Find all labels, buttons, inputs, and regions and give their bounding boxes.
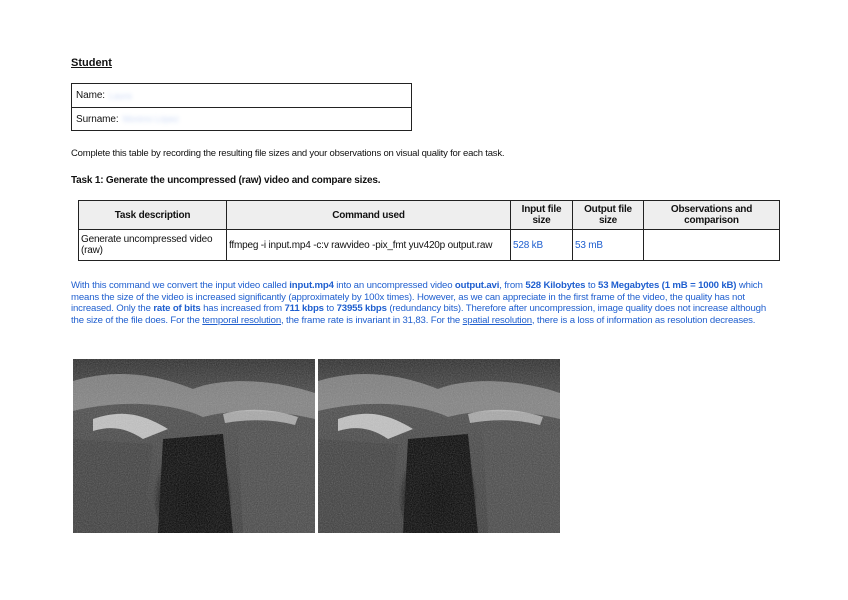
ultrasound-frame-input [73,359,315,533]
cell-input-size: 528 kB [511,230,573,261]
table-row [79,230,780,261]
para-bold-output-size: 53 Megabytes (1 mB = 1000 kB) [598,280,737,291]
student-info-box [71,83,412,131]
para-text: , from [499,280,526,291]
cell-observations [644,230,780,261]
table-header-row [79,201,780,230]
para-text: has increased from [200,303,285,315]
para-bold-input-file: input.mp4 [289,280,334,291]
surname-value: Moreno López [122,114,179,124]
para-bold-output-file: output.avi [454,280,500,291]
student-title: Student [71,57,112,69]
para-bold-rate-of-bits: rate of bits [153,303,201,315]
header-command-used: Command used [227,201,511,230]
para-text: which means the size of the video is increased significantly (approximately by 100x times). However, as we can appreciate in the first frame of the video, the quality has not increased. Only the [71,280,763,315]
ultrasound-frame-output [318,359,560,533]
task1-table [78,200,780,261]
name-value: Laura [108,90,132,101]
cell-description: Generate uncompressed video (raw) [79,230,227,261]
para-text: , the frame rate is invariant in 31,83. For the [281,314,463,326]
surname-label: Surname: [76,113,119,125]
para-text: into an uncompressed video [333,280,455,291]
header-input-size: Input file size [511,201,573,230]
analysis-paragraph [71,280,777,326]
surname-row [72,107,411,130]
para-text: With this command we convert the input video called [71,280,290,291]
para-bold-input-bitrate: 711 kbps [284,303,324,315]
para-text: (redundancy bits). Therefore after uncompression, image quality does not increase although the size of the file does. For the [71,303,767,326]
para-bold-input-size: 528 Kilobytes [525,280,586,291]
instructions-text: Complete this table by recording the resulting file sizes and your observations on visual quality for each task. [71,148,505,159]
cell-output-size: 53 mB [573,230,644,261]
para-text: , there is a loss of information as resolution decreases. [531,314,756,326]
para-text: to [323,303,337,315]
header-output-size: Output file size [573,201,644,230]
para-text: to [585,280,599,291]
header-observations: Observations and comparison [644,201,780,230]
name-row [72,84,411,107]
para-underline-temporal: temporal resolution [202,314,282,326]
name-label: Name: [76,90,105,101]
para-bold-output-bitrate: 73955 kbps [336,303,387,315]
cell-command: ffmpeg -i input.mp4 -c:v rawvideo -pix_fmt yuv420p output.raw [227,230,511,261]
task1-heading: Task 1: Generate the uncompressed (raw) video and compare sizes. [71,175,381,186]
header-task-description: Task description [79,201,227,230]
para-underline-spatial: spatial resolution [462,314,532,326]
